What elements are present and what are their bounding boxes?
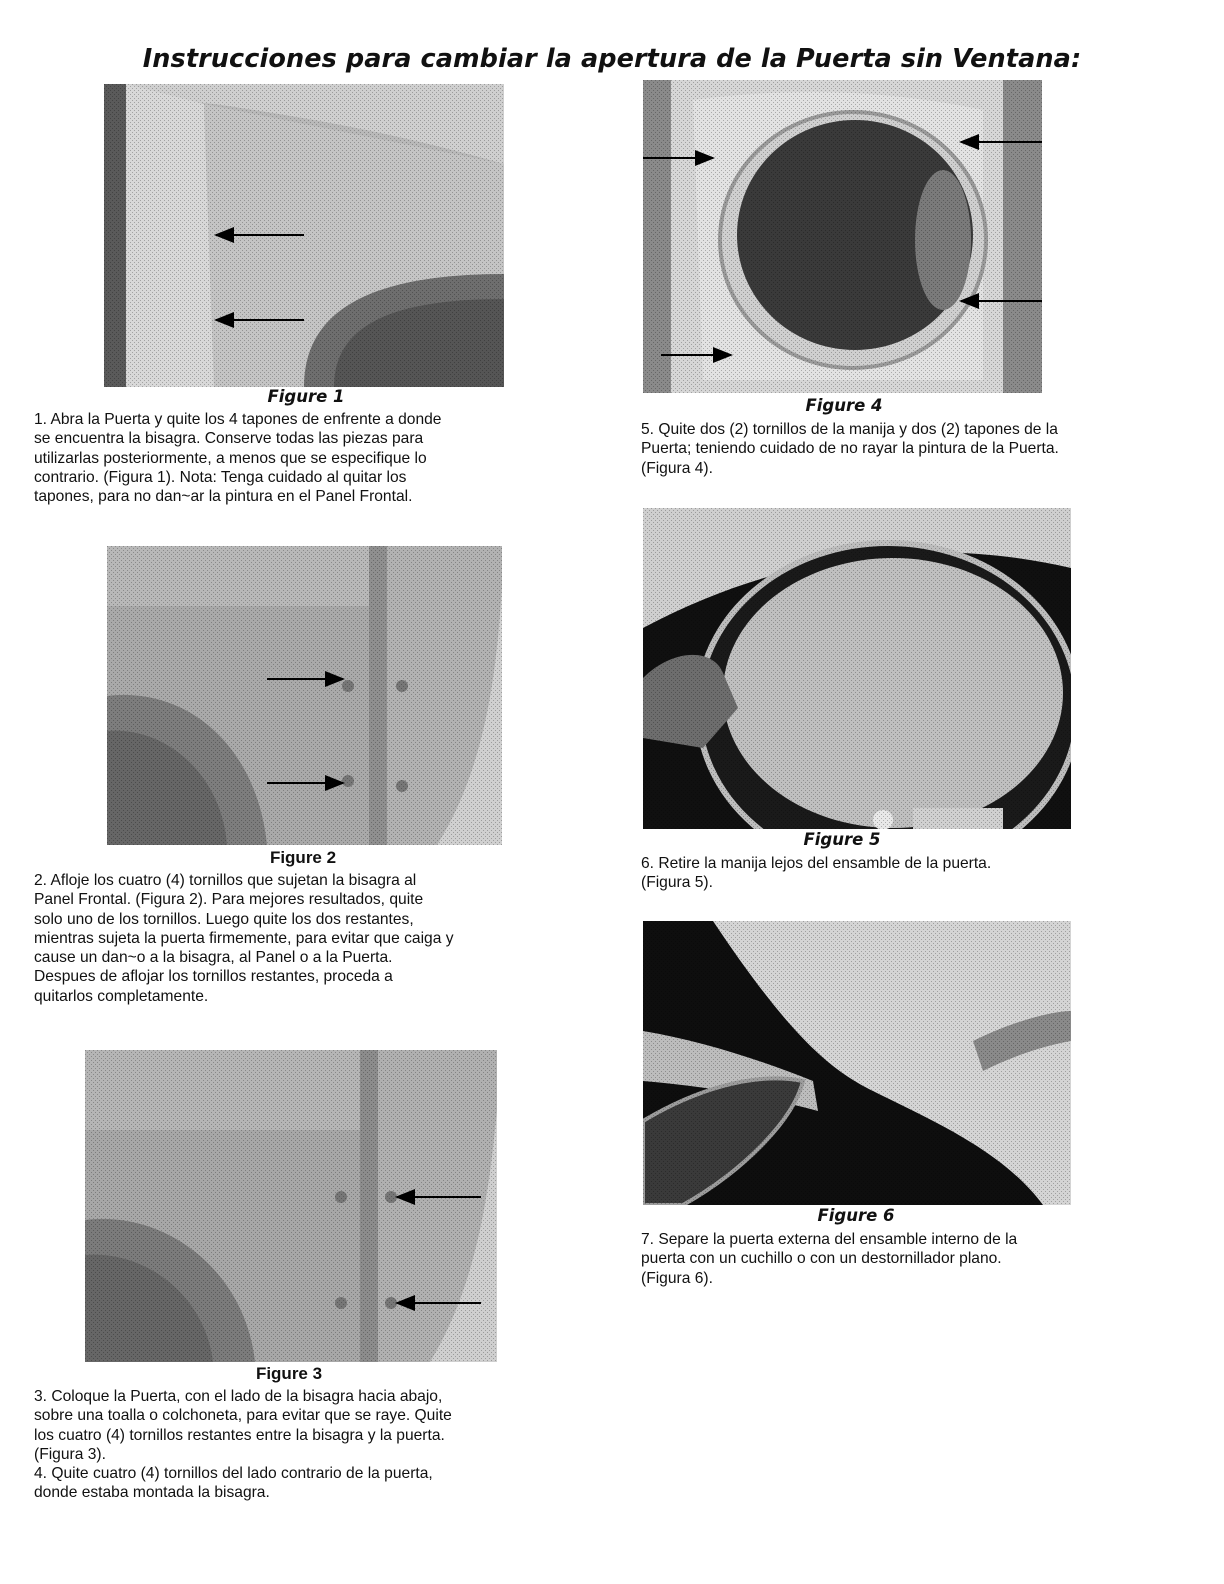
step-6-text: 6. Retire la manija lejos del ensamble de la puerta. (Figura 5). (641, 855, 992, 892)
figure-1-caption: Figure 1 (267, 387, 345, 406)
figure-1-photo (104, 84, 504, 387)
figure-1-illustration (104, 84, 504, 387)
figure-6-photo (643, 921, 1071, 1205)
figure-5-caption: Figure 5 (803, 830, 881, 849)
step-1-text: 1. Abra la Puerta y quite los 4 tapones de enfrente a donde se encuentra la bisagra. Conserve todas las piezas para utilizarlas posteriormente, a menos que se especifique lo contrario. (Figura 1). Nota: Tenga cuidado al quitar los tapones, para no dan~ar la pintura en el Panel Frontal. (34, 411, 442, 506)
figure-2-photo (107, 546, 502, 845)
figure-3-illustration (85, 1050, 497, 1362)
page-title: Instrucciones para cambiar la apertura de la Puerta sin Ventana: (142, 44, 1082, 74)
figure-5-illustration (643, 508, 1071, 829)
figure-3-caption: Figure 3 (255, 1364, 323, 1383)
figure-4-photo (643, 80, 1042, 393)
figure-3-photo (85, 1050, 497, 1362)
figure-6-caption: Figure 6 (817, 1206, 895, 1225)
step-5-text: 5. Quite dos (2) tornillos de la manija y dos (2) tapones de la Puerta; teniendo cuidado de no rayar la pintura de la Puerta. (Figura 4). (641, 421, 1059, 477)
figure-6-illustration (643, 921, 1071, 1205)
step-7-text: 7. Separe la puerta externa del ensamble interno de la puerta con un cuchillo o con un destornillador plano. (Figura 6). (641, 1231, 1018, 1287)
figure-4-illustration (643, 80, 1042, 393)
figure-2-illustration (107, 546, 502, 845)
figure-4-caption: Figure 4 (805, 396, 883, 415)
step-3-4-text: 3. Coloque la Puerta, con el lado de la bisagra hacia abajo, sobre una toalla o colchoneta, para evitar que se raye. Quite los cuatro (4) tornillos restantes entre la bisagra y la puerta. (Figura 3). 4. Quite cuatro (4) tornillos del lado contrario de la puerta, donde estaba montada la bisagra. (34, 1388, 452, 1502)
figure-2-caption: Figure 2 (269, 848, 337, 867)
figure-5-photo (643, 508, 1071, 829)
step-2-text: 2. Afloje los cuatro (4) tornillos que sujetan la bisagra al Panel Frontal. (Figura 2). Para mejores resultados, quite solo uno de los tornillos. Luego quite los dos restantes, mientras sujeta la puerta firmemente, para evitar que caiga y cause un dan~o a la bisagra, al Panel o a la Puerta. Despues de aflojar los tornillos restantes, proceda a quitarlos completamente. (34, 872, 454, 1005)
